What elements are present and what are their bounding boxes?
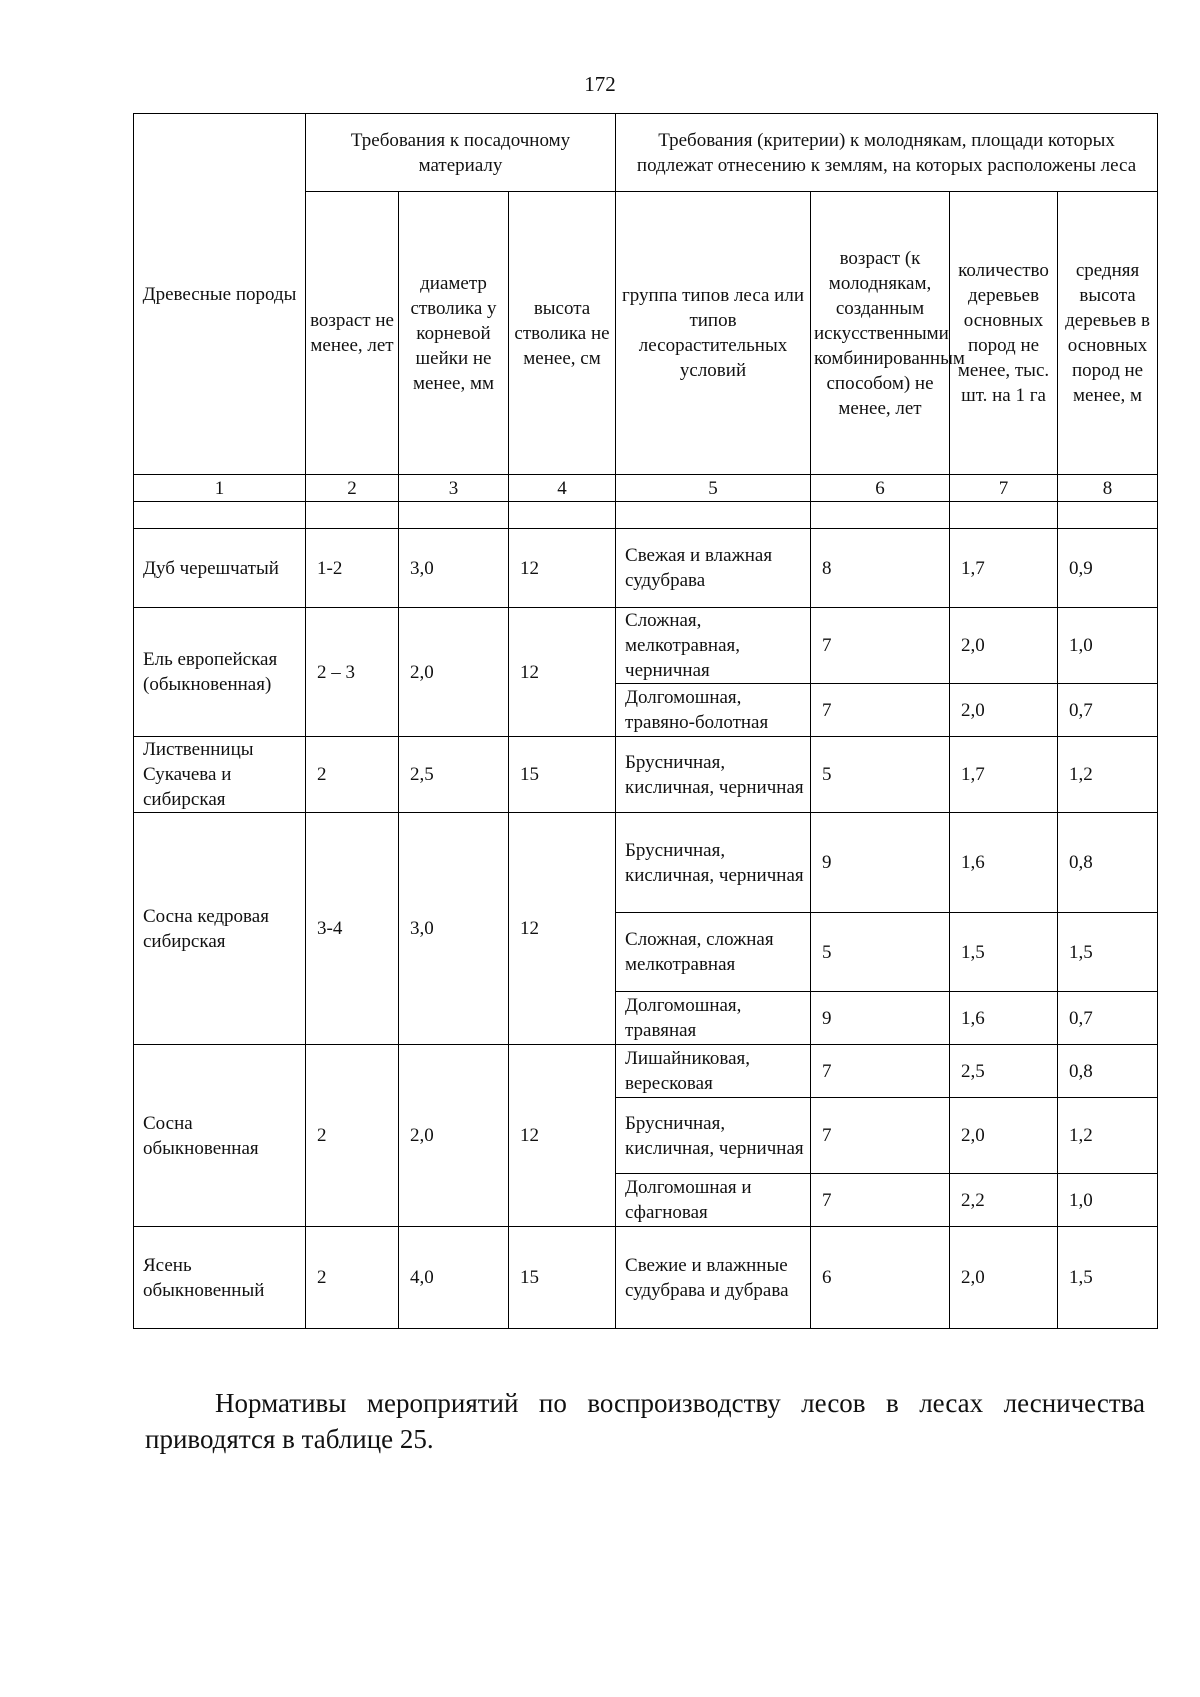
table-row	[134, 813, 1158, 913]
page-number: 172	[584, 72, 616, 96]
column-number: 2	[306, 475, 399, 502]
tree-count-cell: 2,0	[950, 1098, 1058, 1174]
header-tree-count: количество деревьев основных пород не менее, тыс. шт. на 1 га	[950, 192, 1058, 475]
column-number: 7	[950, 475, 1058, 502]
species-cell: Ясень обыкновенный	[134, 1227, 306, 1329]
height-cell: 12	[509, 608, 616, 737]
tree-count-cell: 2,0	[950, 684, 1058, 737]
tree-count-cell: 1,6	[950, 992, 1058, 1045]
average-height-cell: 1,5	[1058, 913, 1158, 992]
forest-type-cell: Долгомошная, травяная	[616, 992, 811, 1045]
young-age-cell: 7	[811, 1098, 950, 1174]
average-height-cell: 1,2	[1058, 1098, 1158, 1174]
height-cell: 12	[509, 813, 616, 1045]
header-young-age: возраст (к молоднякам, созданным искусственными комбинированным способом) не менее, лет	[811, 192, 950, 475]
average-height-cell: 0,8	[1058, 813, 1158, 913]
young-age-cell: 8	[811, 529, 950, 608]
tree-count-cell: 2,5	[950, 1045, 1058, 1098]
young-age-cell: 6	[811, 1227, 950, 1329]
header-forest-type: группа типов леса или типов лесорастительных условий	[616, 192, 811, 475]
forest-type-cell: Брусничная, кисличная, черничная	[616, 1098, 811, 1174]
young-age-cell: 5	[811, 737, 950, 813]
diameter-cell: 4,0	[399, 1227, 509, 1329]
standards-table-container	[133, 113, 1157, 1329]
tree-count-cell: 1,5	[950, 913, 1058, 992]
height-cell: 12	[509, 529, 616, 608]
forest-type-cell: Брусничная, кисличная, черничная	[616, 813, 811, 913]
header-planting-material: Требования к посадочному материалу	[306, 114, 616, 192]
tree-count-cell: 1,7	[950, 529, 1058, 608]
forest-type-cell: Лишайниковая, вересковая	[616, 1045, 811, 1098]
young-age-cell: 7	[811, 684, 950, 737]
diameter-cell: 3,0	[399, 813, 509, 1045]
species-cell: Дуб черешчатый	[134, 529, 306, 608]
average-height-cell: 0,8	[1058, 1045, 1158, 1098]
planting-age-cell: 2	[306, 737, 399, 813]
table-row	[134, 737, 1158, 813]
table-row	[134, 608, 1158, 684]
forest-type-cell: Свежие и влажнные судубрава и дубрава	[616, 1227, 811, 1329]
young-age-cell: 7	[811, 1174, 950, 1227]
column-number: 4	[509, 475, 616, 502]
tree-count-cell: 1,7	[950, 737, 1058, 813]
header-age: возраст не менее, лет	[306, 192, 399, 475]
planting-age-cell: 3-4	[306, 813, 399, 1045]
tree-count-cell: 2,0	[950, 608, 1058, 684]
height-cell: 15	[509, 1227, 616, 1329]
header-species: Древесные породы	[134, 114, 306, 475]
average-height-cell: 1,0	[1058, 1174, 1158, 1227]
average-height-cell: 0,7	[1058, 992, 1158, 1045]
table-row	[134, 1227, 1158, 1329]
planting-age-cell: 1-2	[306, 529, 399, 608]
header-average-height: средняя высота деревьев в основных пород не менее, м	[1058, 192, 1158, 475]
diameter-cell: 2,5	[399, 737, 509, 813]
diameter-cell: 2,0	[399, 1045, 509, 1227]
diameter-cell: 2,0	[399, 608, 509, 737]
column-number: 8	[1058, 475, 1158, 502]
table-row	[134, 529, 1158, 608]
planting-age-cell: 2	[306, 1045, 399, 1227]
footer-text: Нормативы мероприятий по воспроизводству лесов в лесах лесничества приводятся в таблице 25.	[145, 1388, 1145, 1454]
height-cell: 15	[509, 737, 616, 813]
empty-row	[134, 502, 1158, 529]
header-height: высота стволика не менее, см	[509, 192, 616, 475]
forest-type-cell: Долгомошная и сфагновая	[616, 1174, 811, 1227]
column-number: 6	[811, 475, 950, 502]
species-cell: Сосна обыкновенная	[134, 1045, 306, 1227]
species-cell: Лиственницы Сукачева и сибирская	[134, 737, 306, 813]
planting-age-cell: 2 – 3	[306, 608, 399, 737]
forest-type-cell: Сложная, мелкотравная, черничная	[616, 608, 811, 684]
planting-age-cell: 2	[306, 1227, 399, 1329]
height-cell: 12	[509, 1045, 616, 1227]
forest-type-cell: Сложная, сложная мелкотравная	[616, 913, 811, 992]
young-age-cell: 7	[811, 608, 950, 684]
forest-type-cell: Свежая и влажная судубрава	[616, 529, 811, 608]
column-number-row	[134, 475, 1158, 502]
average-height-cell: 1,5	[1058, 1227, 1158, 1329]
column-number: 3	[399, 475, 509, 502]
forest-type-cell: Долгомошная, травяно-болотная	[616, 684, 811, 737]
tree-count-cell: 2,0	[950, 1227, 1058, 1329]
header-young-stand-criteria: Требования (критерии) к молоднякам, площади которых подлежат отнесению к землям, на которых расположены леса	[616, 114, 1158, 192]
young-age-cell: 7	[811, 1045, 950, 1098]
species-cell: Сосна кедровая сибирская	[134, 813, 306, 1045]
average-height-cell: 1,0	[1058, 608, 1158, 684]
column-number: 5	[616, 475, 811, 502]
tree-count-cell: 2,2	[950, 1174, 1058, 1227]
average-height-cell: 0,9	[1058, 529, 1158, 608]
forest-type-cell: Брусничная, кисличная, черничная	[616, 737, 811, 813]
tree-count-cell: 1,6	[950, 813, 1058, 913]
diameter-cell: 3,0	[399, 529, 509, 608]
footer-paragraph	[145, 1385, 1145, 1457]
species-cell: Ель европейская (обыкновенная)	[134, 608, 306, 737]
average-height-cell: 0,7	[1058, 684, 1158, 737]
young-age-cell: 9	[811, 813, 950, 913]
header-diameter: диаметр стволика у корневой шейки не менее, мм	[399, 192, 509, 475]
young-age-cell: 9	[811, 992, 950, 1045]
young-age-cell: 5	[811, 913, 950, 992]
column-number: 1	[134, 475, 306, 502]
average-height-cell: 1,2	[1058, 737, 1158, 813]
reforestation-standards-table	[133, 113, 1158, 1329]
table-row	[134, 1045, 1158, 1098]
